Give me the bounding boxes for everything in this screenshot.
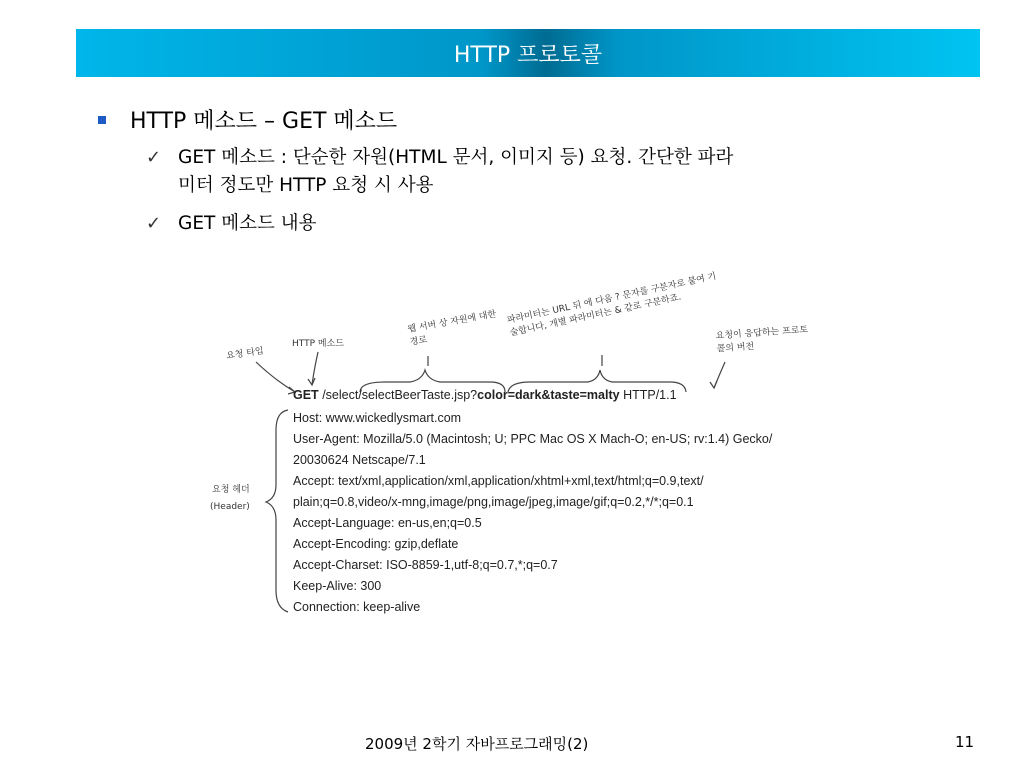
checkmark-icon: ✓ bbox=[146, 147, 162, 168]
header-line: Accept-Language: en-us,en;q=0.5 bbox=[293, 516, 482, 530]
annotation-parameters: 파라미터는 URL 뒤 에 다음 ? 문자를 구분자로 붙여 기술합니다, 개별 파라미터는 & 같로 구분하죠. bbox=[506, 271, 718, 339]
request-query: color=dark&taste=malty bbox=[477, 388, 620, 402]
slide-title: HTTP 프로토콜 bbox=[453, 42, 603, 68]
page-number: 11 bbox=[955, 733, 975, 751]
sub-bullet-text-continued: 미터 정도만 HTTP 요청 시 사용 bbox=[178, 175, 434, 196]
slide-title-bar bbox=[76, 29, 980, 77]
header-line: Accept-Charset: ISO-8859-1,utf-8;q=0.7,*;q=0.7 bbox=[293, 558, 558, 572]
main-bullet-text: HTTP 메소드 – GET 메소드 bbox=[130, 109, 398, 134]
http-get-request-figure bbox=[200, 270, 840, 620]
annotation-protocol-version: 요청이 응답하는 프로토콜의 버전 bbox=[715, 325, 809, 355]
header-line: 20030624 Netscape/7.1 bbox=[293, 453, 426, 467]
request-line bbox=[293, 388, 677, 402]
request-path: /select/selectBeerTaste.jsp? bbox=[322, 388, 478, 402]
annotation-header-en: (Header) bbox=[210, 502, 250, 512]
request-method: GET bbox=[293, 388, 319, 402]
footer-course: 2009년 2학기 자바프로그래밍(2) bbox=[365, 735, 589, 753]
header-line: Connection: keep-alive bbox=[293, 600, 421, 614]
annotation-resource-path: 웹 서버 상 자원에 대한 경로 bbox=[406, 309, 498, 348]
annotation-request-type: 요청 타입 bbox=[225, 346, 265, 362]
header-line: Accept: text/xml,application/xml,application/xhtml+xml,text/html;q=0.9,text/ bbox=[293, 474, 704, 488]
main-bullet bbox=[98, 104, 397, 135]
header-line: User-Agent: Mozilla/5.0 (Macintosh; U; PPC Mac OS X Mach-O; en-US; rv:1.4) Gecko/ bbox=[293, 432, 773, 446]
request-version: HTTP/1.1 bbox=[623, 388, 677, 402]
checkmark-icon: ✓ bbox=[146, 213, 162, 234]
header-line: plain;q=0.8,video/x-mng,image/png,image/jpeg,image/gif;q=0.2,*/*;q=0.1 bbox=[293, 495, 694, 509]
header-line: Keep-Alive: 300 bbox=[293, 579, 382, 593]
header-line: Accept-Encoding: gzip,deflate bbox=[293, 537, 459, 551]
header-line: Host: www.wickedlysmart.com bbox=[293, 411, 462, 425]
square-bullet-icon bbox=[98, 116, 106, 124]
annotation-http-method: HTTP 메소드 bbox=[292, 339, 344, 349]
annotation-request-header: 요청 헤더 bbox=[212, 485, 250, 495]
sub-bullet-text: GET 메소드 : 단순한 자원(HTML 문서, 이미지 등) 요청. 간단한 파라 bbox=[178, 147, 734, 168]
sub-bullet-text: GET 메소드 내용 bbox=[178, 213, 317, 234]
